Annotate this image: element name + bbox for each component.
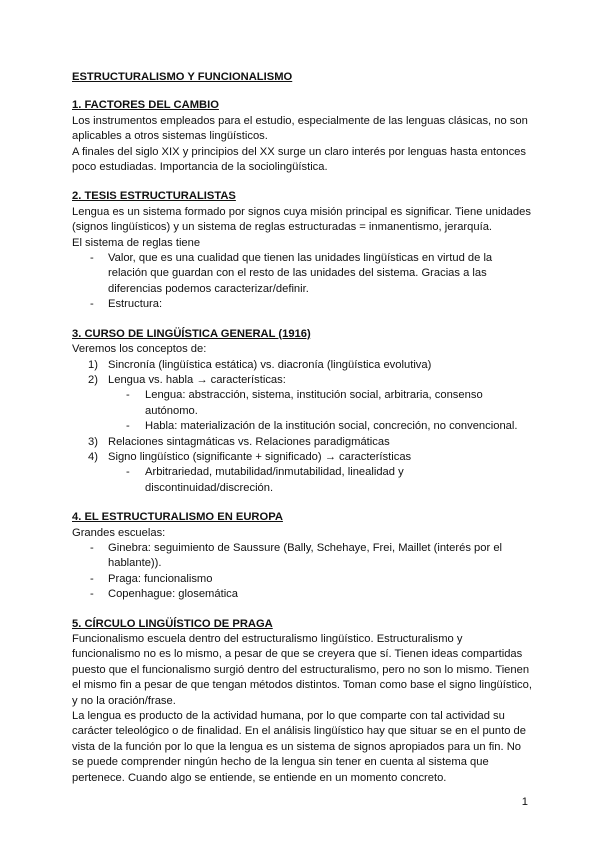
paragraph: La lengua es producto de la actividad humana, por lo que comparte con tal actividad su carácter teleológico o de finalidad. En el análisis lingüístico hay que situar se en el punto de vista de la función por lo que la lengua es un sistema de signos apropiados para un fin. No se puede comprender ningún hecho de la lengua sin tener en cuenta al sistema que pertenece. Cuando algo se entiende, se entiende en un momento concreto. bbox=[72, 710, 527, 784]
section-heading-praga: 5. CÍRCULO LINGÜÍSTICO DE PRAGA bbox=[72, 617, 273, 630]
document-title: ESTRUCTURALISMO Y FUNCIONALISMO bbox=[72, 71, 293, 83]
list-item-text: Lengua vs. habla → características: bbox=[108, 373, 286, 386]
bullet-list bbox=[72, 251, 532, 313]
sub-list-item: - Lengua: abstracción, sistema, institución social, arbitraria, consenso autónomo. bbox=[72, 388, 532, 419]
paragraph: Lengua es un sistema formado por signos cuya misión principal es significar. Tiene unidades (signos lingüísticos) y un sistema de reglas estructuradas = inmanentismo, jerarquía. bbox=[72, 205, 531, 234]
document-page bbox=[72, 70, 532, 786]
sub-list bbox=[108, 388, 532, 434]
list-item-text: Relaciones sintagmáticas vs. Relaciones paradigmáticas bbox=[108, 435, 390, 448]
sub-list bbox=[108, 465, 532, 496]
section-heading-factores: 1. FACTORES DEL CAMBIO bbox=[72, 99, 219, 112]
list-item: - Ginebra: seguimiento de Saussure (Bally, Schehaye, Frei, Maillet (interés por el hablante)). bbox=[72, 541, 532, 572]
paragraph: Grandes escuelas: bbox=[72, 526, 166, 539]
paragraph: Funcionalismo escuela dentro del estructuralismo lingüístico. Estructuralismo y funcionalismo no es lo mismo, a pesar de que se creyera que sí. Tienen ideas compartidas puesto que el funcionalismo surgió dentro del estructuralismo, pero no son lo mismo. Tienen el mismo fin a pesar de que tengan métodos distintos. Toman como base el signo lingüístico, y no la oración/frase. bbox=[72, 633, 532, 707]
list-item: - Valor, que es una cualidad que tienen las unidades lingüísticas en virtud de la relación que guardan con el resto de las unidades del sistema. Gracias a las diferencias podemos caracterizar/definir. bbox=[72, 251, 532, 297]
list-marker: 3) bbox=[88, 435, 98, 448]
sub-list-item: - Arbitrariedad, mutabilidad/inmutabilidad, linealidad y discontinuidad/discreción. bbox=[72, 465, 532, 496]
list-item bbox=[72, 373, 532, 435]
paragraph: A finales del siglo XIX y principios del XX surge un claro interés por lenguas hasta entonces poco estudiadas. Importancia de la sociolingüística. bbox=[72, 145, 526, 174]
section-heading-europa: 4. EL ESTRUCTURALISMO EN EUROPA bbox=[72, 511, 283, 524]
list-item: - Praga: funcionalismo bbox=[72, 572, 532, 587]
list-item-text: Signo lingüístico (significante + significado) → características bbox=[108, 450, 412, 463]
list-item-text: Sincronía (lingüística estática) vs. diacronía (lingüística evolutiva) bbox=[108, 358, 432, 371]
list-item bbox=[72, 435, 532, 450]
list-item bbox=[72, 358, 532, 373]
paragraph: Los instrumentos empleados para el estudio, especialmente de las lenguas clásicas, no son aplicables a otros sistemas lingüísticos. bbox=[72, 114, 528, 143]
sub-list-item: - Habla: materialización de la institución social, concreción, no convencional. bbox=[72, 419, 532, 434]
list-item bbox=[72, 450, 532, 496]
page-number: 1 bbox=[521, 796, 528, 808]
paragraph: El sistema de reglas tiene bbox=[72, 236, 201, 249]
list-marker: 1) bbox=[88, 358, 98, 371]
list-item: - Estructura: bbox=[72, 297, 532, 312]
numbered-list bbox=[72, 358, 532, 497]
section-heading-curso: 3. CURSO DE LINGÜÍSTICA GENERAL (1916) bbox=[72, 327, 311, 340]
list-marker: 2) bbox=[88, 373, 98, 386]
paragraph: Veremos los conceptos de: bbox=[72, 343, 207, 356]
section-heading-tesis: 2. TESIS ESTRUCTURALISTAS bbox=[72, 190, 236, 203]
list-marker: 4) bbox=[88, 450, 98, 463]
list-item: - Copenhague: glosemática bbox=[72, 587, 532, 602]
bullet-list bbox=[72, 541, 532, 603]
